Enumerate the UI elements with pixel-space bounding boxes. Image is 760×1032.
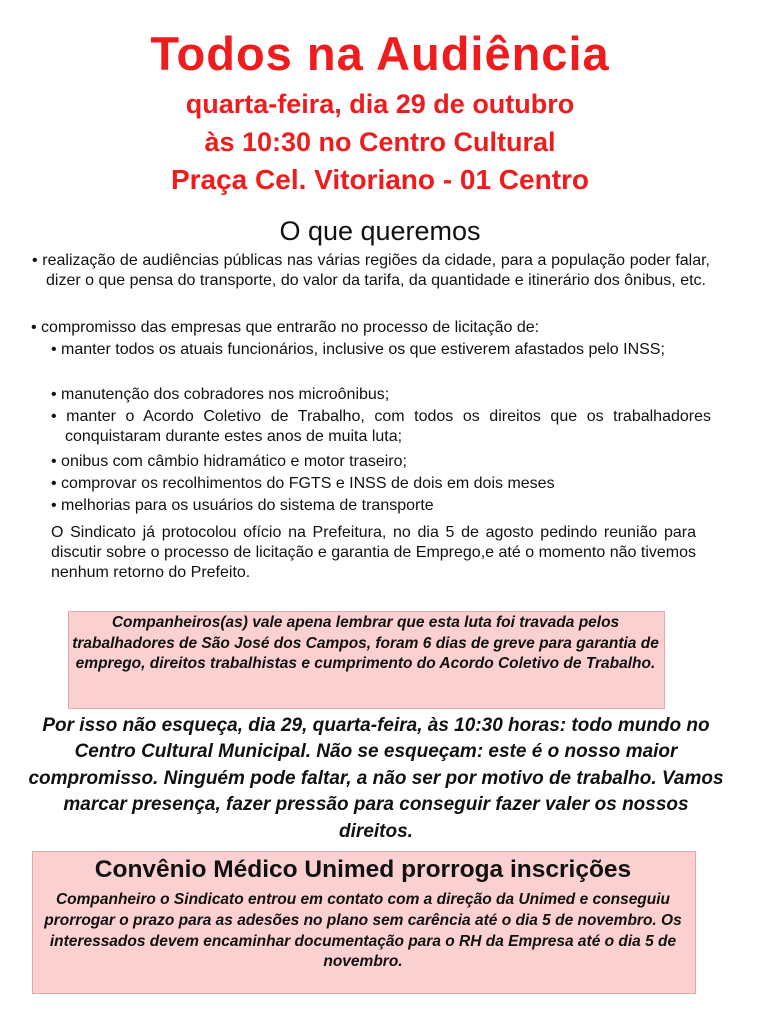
call-to-action: Por isso não esqueça, dia 29, quarta-feira, às 10:30 horas: todo mundo no Centro Cultural Municipal. Não se esqueçam: este é o nosso maior compromisso. Ninguém pode faltar, a não ser por motivo de trabalho. Vamos marcar presença, fazer pressão para conseguir fazer valer os nossos direitos.	[28, 715, 724, 842]
demand-subitem: • manter o Acordo Coletivo de Trabalho, com todos os direitos que os trabalhadores conquistaram durante estes anos de muita luta;	[51, 408, 711, 445]
unimed-text: Companheiro o Sindicato entrou em contato com a direção da Unimed e conseguiu prorrogar o prazo para as adesões no plano sem carência até o dia 5 de novembro. Os interessados devem encaminhar documentação para o RH da Empresa até o dia 5 de novembro.	[44, 891, 682, 971]
demand-subitem: • comprovar os recolhimentos do FGTS e INSS de dois em dois meses	[51, 475, 555, 492]
demand-subitem: • manutenção dos cobradores nos microônibus;	[51, 386, 390, 403]
sindicato-paragraph: O Sindicato já protocolou ofício na Prefeitura, no dia 5 de agosto pedindo reunião para discutir sobre o processo de licitação e garantia de Emprego,e até o momento não tivemos nenhum retorno do Prefeito.	[51, 524, 696, 581]
demand-subitem: • manter todos os atuais funcionários, inclusive os que estiverem afastados pelo INSS;	[51, 341, 665, 358]
demand-subitem: • melhorias para os usuários do sistema de transporte	[51, 497, 434, 514]
demand-subitem: • onibus com câmbio hidramático e motor traseiro;	[51, 453, 407, 470]
section-title: O que queremos	[279, 216, 481, 246]
demand-item: • compromisso das empresas que entrarão no processo de licitação de:	[31, 319, 540, 336]
unimed-title: Convênio Médico Unimed prorroga inscrições	[94, 856, 632, 883]
flyer-title: Todos na Audiência	[150, 27, 610, 80]
event-date: quarta-feira, dia 29 de outubro	[185, 89, 575, 119]
demand-item: • realização de audiências públicas nas várias regiões da cidade, para a população poder falar, dizer o que pensa do transporte, do valor da tarifa, da quantidade e itinerário dos ônibus, etc.	[32, 252, 710, 289]
event-address: Praça Cel. Vitoriano - 01 Centro	[170, 164, 590, 195]
reminder-text: Companheiros(as) vale apena lembrar que esta luta foi travada pelos trabalhadores de São José dos Campos, foram 6 dias de greve para garantia de emprego, direitos trabalhistas e cumprimento do Acordo Coletivo de Trabalho.	[72, 614, 659, 672]
event-time-place: às 10:30 no Centro Cultural	[204, 127, 556, 157]
